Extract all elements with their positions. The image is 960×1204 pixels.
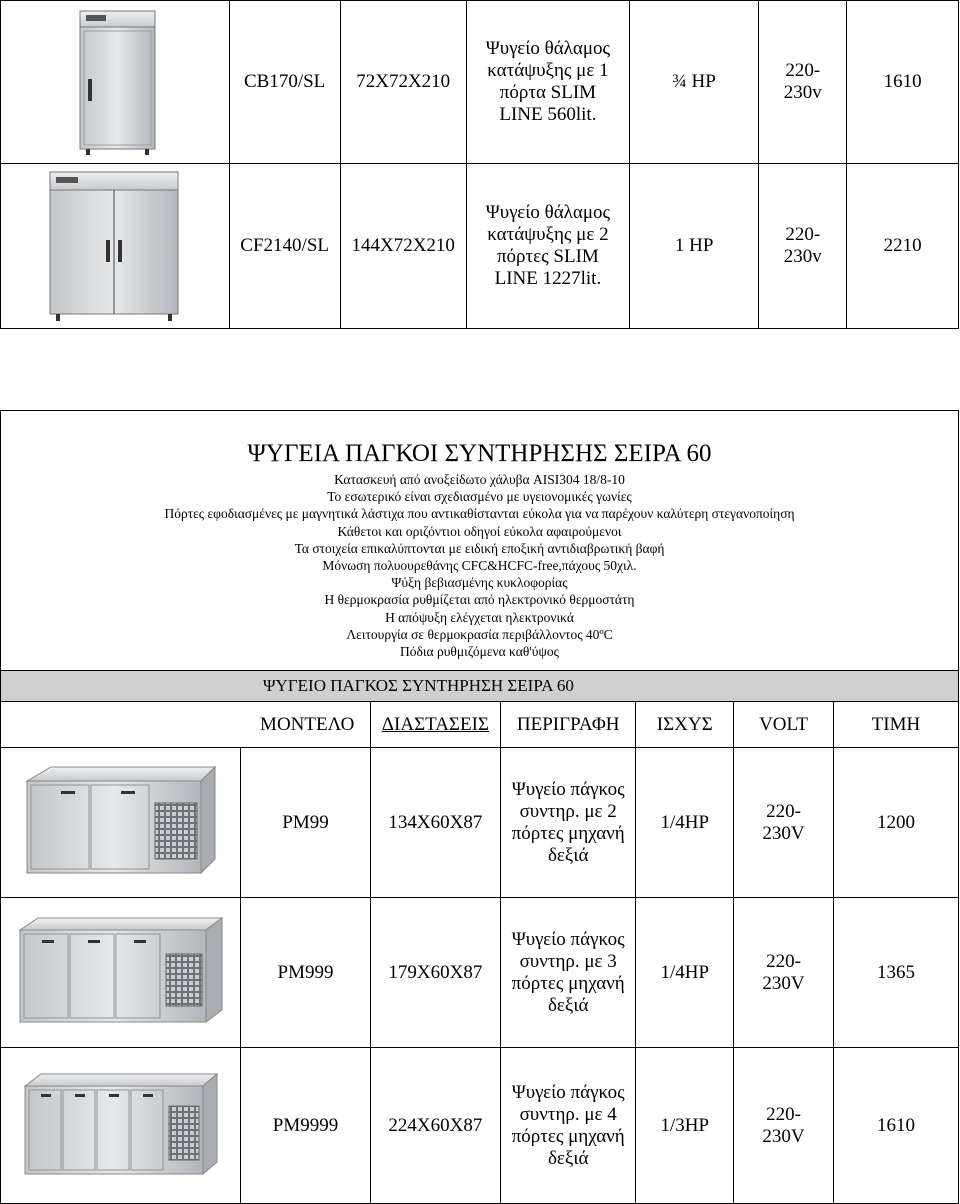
product-dimensions: 179X60X87	[370, 898, 500, 1048]
product-volt: 220-230V	[762, 950, 805, 994]
top-products-table	[0, 0, 959, 329]
counter-fridge-3-door-image	[14, 914, 228, 1032]
product-volt-cell	[759, 164, 847, 329]
info-line: Τα στοιχεία επικαλύπτονται με ειδική εποξική αντιδιαβρωτική βαφή	[294, 540, 665, 556]
info-line: Η απόψυξη ελέγχεται ηλεκτρονικά	[385, 609, 574, 625]
product-volt-cell	[734, 1048, 834, 1204]
product-power: 1/4HP	[636, 898, 734, 1048]
header-power: ΙΣΧΥΣ	[636, 702, 734, 748]
subtitle-bar: ΨΥΓΕΙΟ ΠΑΓΚΟΣ ΣΥΝΤΗΡΗΣΗ ΣΕΙΡΑ 60	[0, 670, 959, 701]
product-image-cell	[1, 1048, 241, 1204]
product-description-cell	[466, 1, 629, 164]
table-row	[1, 164, 959, 329]
product-dimensions: 134X60X87	[370, 748, 500, 898]
header-volt: VOLT	[734, 702, 834, 748]
header-dimensions: ΔΙΑΣΤΑΣΕΙΣ	[381, 713, 489, 735]
product-price: 2210	[847, 164, 959, 329]
product-power: 1/4HP	[636, 748, 734, 898]
header-model: ΜΟΝΤΕΛΟ	[260, 713, 355, 735]
product-volt: 220-230v	[783, 60, 822, 103]
product-dimensions: 144X72X210	[340, 164, 466, 329]
product-price: 1200	[833, 748, 958, 898]
info-box	[0, 410, 959, 670]
product-volt-cell	[734, 748, 834, 898]
product-power: ¾ HP	[629, 1, 759, 164]
product-price: 1610	[833, 1048, 958, 1204]
product-description: Ψυγείο πάγκος συντηρ. με 2 πόρτες μηχανή δεξιά	[501, 748, 636, 898]
header-dimensions-cell	[370, 702, 500, 748]
product-dimensions: 72X72X210	[340, 1, 466, 164]
product-description: Ψυγείο θάλαμος κατάψυξης με 1 πόρτα SLIM LINE 560lit.	[485, 38, 611, 125]
product-model: PM9999	[241, 1048, 370, 1204]
info-line: Κάθετοι και οριζόντιοι οδηγοί εύκολα αφαιρούμενοι	[337, 523, 622, 539]
counter-fridge-4-door-image	[21, 1070, 221, 1182]
table-row	[1, 1048, 959, 1204]
info-line: Μόνωση πολυουρεθάνης CFC&HCFC-free,πάχους 50χιλ.	[322, 558, 637, 574]
header-price: ΤΙΜΗ	[833, 702, 958, 748]
product-power: 1/3HP	[636, 1048, 734, 1204]
section-title: ΨΥΓΕΙΑ ΠΑΓΚΟΙ ΣΥΝΤΗΡΗΣΗΣ ΣΕΙΡΑ 60	[247, 440, 712, 467]
upright-two-door-fridge-image	[40, 168, 190, 324]
info-line: Πόρτες εφοδιασμένες με μαγνητικά λάστιχα που αντικαθίστανται εύκολα για να παρέχουν καλύτερη στεγανοποίηση	[164, 506, 795, 522]
table-header-row	[1, 702, 959, 748]
product-volt-cell	[759, 1, 847, 164]
table-row	[1, 898, 959, 1048]
table-row	[1, 1, 959, 164]
product-volt-cell	[734, 898, 834, 1048]
product-image-cell	[1, 164, 230, 329]
header-model-cell	[1, 702, 371, 748]
product-description: Ψυγείο πάγκος συντηρ. με 3 πόρτες μηχανή δεξιά	[501, 898, 636, 1048]
product-description: Ψυγείο θάλαμος κατάψυξης με 2 πόρτες SLIM LINE 1227lit.	[485, 202, 611, 289]
product-model: CB170/SL	[229, 1, 340, 164]
info-line: Κατασκευή από ανοξείδωτο χάλυβα AISI304 18/8-10	[334, 472, 625, 487]
info-line: Λειτουργία σε θερμοκρασία περιβάλλοντος 40ºC	[346, 626, 613, 642]
product-model: CF2140/SL	[229, 164, 340, 329]
product-image-cell	[1, 1, 230, 164]
product-description: Ψυγείο πάγκος συντηρ. με 4 πόρτες μηχανή δεξιά	[501, 1048, 636, 1204]
product-price: 1610	[847, 1, 959, 164]
product-volt: 220-230v	[783, 224, 822, 267]
info-line: Το εσωτερικό είναι σχεδιασμένο με υγειονομικές γωνίες	[327, 489, 632, 505]
product-model: PM999	[241, 898, 370, 1048]
product-dimensions: 224X60X87	[370, 1048, 500, 1204]
product-volt: 220-230V	[762, 1103, 805, 1147]
counter-fridge-2-door-image	[21, 763, 221, 883]
product-power: 1 HP	[629, 164, 759, 329]
product-description-cell	[466, 164, 629, 329]
table-row	[1, 748, 959, 898]
header-description: ΠΕΡΙΓΡΑΦΗ	[501, 702, 636, 748]
product-image-cell	[1, 898, 241, 1048]
product-image-cell	[1, 748, 241, 898]
product-model: PM99	[241, 748, 370, 898]
info-line: Πόδια ρυθμιζόμενα καθ'ύψος	[400, 644, 559, 660]
product-price: 1365	[833, 898, 958, 1048]
info-line: Ψύξη βεβιασμένης κυκλοφορίας	[391, 575, 568, 591]
info-line: Η θερμοκρασία ρυθμίζεται από ηλεκτρονικό θερμοστάτη	[324, 592, 635, 608]
product-volt: 220-230V	[762, 800, 805, 844]
counter-fridges-section	[0, 410, 959, 1204]
counter-products-table	[0, 701, 959, 1204]
upright-one-door-fridge-image	[60, 7, 170, 157]
